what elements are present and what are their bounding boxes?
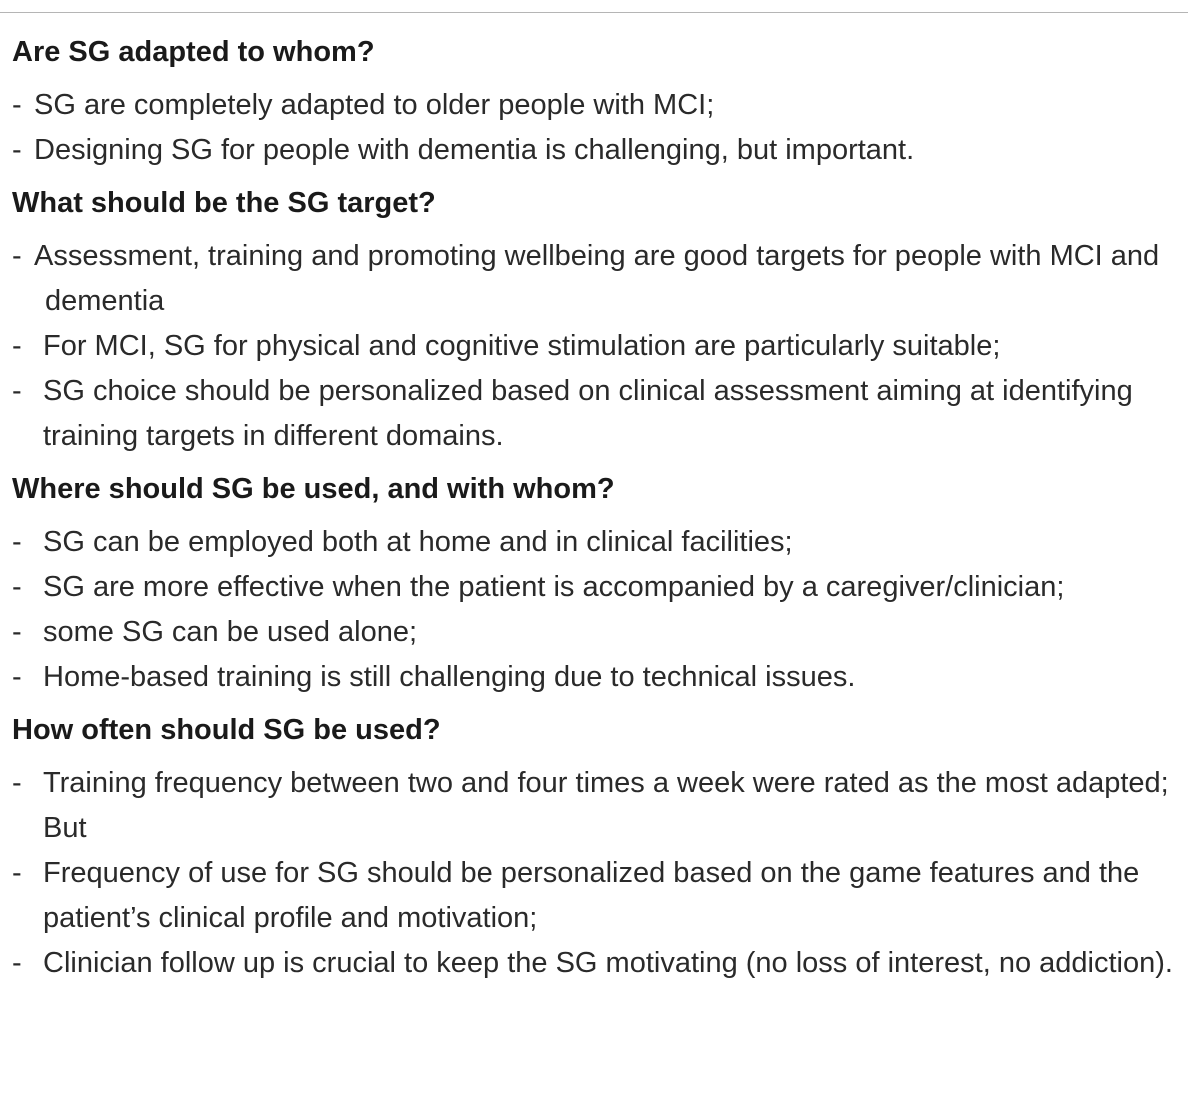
section-heading: Where should SG be used, and with whom? bbox=[12, 473, 615, 505]
dash-marker: - bbox=[12, 767, 22, 799]
top-rule bbox=[0, 12, 1188, 13]
item-text: some SG can be used alone; bbox=[43, 616, 418, 648]
recommendations-table bbox=[12, 30, 1188, 994]
list-item bbox=[12, 128, 1188, 173]
dash-marker: - bbox=[12, 89, 22, 121]
list-item bbox=[12, 520, 1188, 565]
dash-marker: - bbox=[12, 526, 22, 558]
item-text: For MCI, SG for physical and cognitive stimulation are particularly suitable; bbox=[43, 330, 1001, 362]
section-heading: What should be the SG target? bbox=[12, 187, 436, 219]
section-items bbox=[12, 234, 1188, 459]
section-where-and-with-whom bbox=[12, 467, 1188, 700]
list-item bbox=[12, 655, 1188, 700]
dash-marker: - bbox=[12, 571, 22, 603]
list-item bbox=[12, 324, 1188, 369]
section-items bbox=[12, 83, 1188, 173]
list-item bbox=[12, 234, 1188, 324]
dash-marker: - bbox=[12, 857, 22, 889]
item-text: Training frequency between two and four times a week were rated as the most adapted; But bbox=[43, 767, 1169, 844]
section-heading: How often should SG be used? bbox=[12, 714, 441, 746]
list-item bbox=[12, 941, 1188, 986]
list-item bbox=[12, 610, 1188, 655]
list-item bbox=[12, 851, 1188, 941]
item-text: Assessment, training and promoting wellbeing are good targets for people with MCI and dementia bbox=[34, 240, 1160, 317]
item-text: SG are more effective when the patient is accompanied by a caregiver/clinician; bbox=[43, 571, 1065, 603]
item-text: Home-based training is still challenging due to technical issues. bbox=[43, 661, 856, 693]
section-sg-target bbox=[12, 181, 1188, 459]
list-item bbox=[12, 565, 1188, 610]
dash-marker: - bbox=[12, 947, 22, 979]
section-heading: Are SG adapted to whom? bbox=[12, 36, 375, 68]
list-item bbox=[12, 761, 1188, 851]
dash-marker: - bbox=[12, 375, 22, 407]
dash-marker: - bbox=[12, 661, 22, 693]
dash-marker: - bbox=[12, 134, 22, 166]
item-text: SG can be employed both at home and in clinical facilities; bbox=[43, 526, 793, 558]
section-items bbox=[12, 761, 1188, 986]
list-item bbox=[12, 369, 1188, 459]
dash-marker: - bbox=[12, 616, 22, 648]
list-item bbox=[12, 83, 1188, 128]
dash-marker: - bbox=[12, 330, 22, 362]
item-text: Clinician follow up is crucial to keep the SG motivating (no loss of interest, no addiction). bbox=[43, 947, 1173, 979]
item-text: SG choice should be personalized based on clinical assessment aiming at identifying training targets in different domains. bbox=[43, 375, 1133, 452]
section-how-often bbox=[12, 708, 1188, 986]
section-adapted-to-whom bbox=[12, 30, 1188, 173]
item-text: Frequency of use for SG should be personalized based on the game features and the patient’s clinical profile and motivation; bbox=[43, 857, 1140, 934]
section-items bbox=[12, 520, 1188, 700]
dash-marker: - bbox=[12, 240, 22, 272]
item-text: Designing SG for people with dementia is challenging, but important. bbox=[34, 134, 915, 166]
item-text: SG are completely adapted to older people with MCI; bbox=[34, 89, 715, 121]
